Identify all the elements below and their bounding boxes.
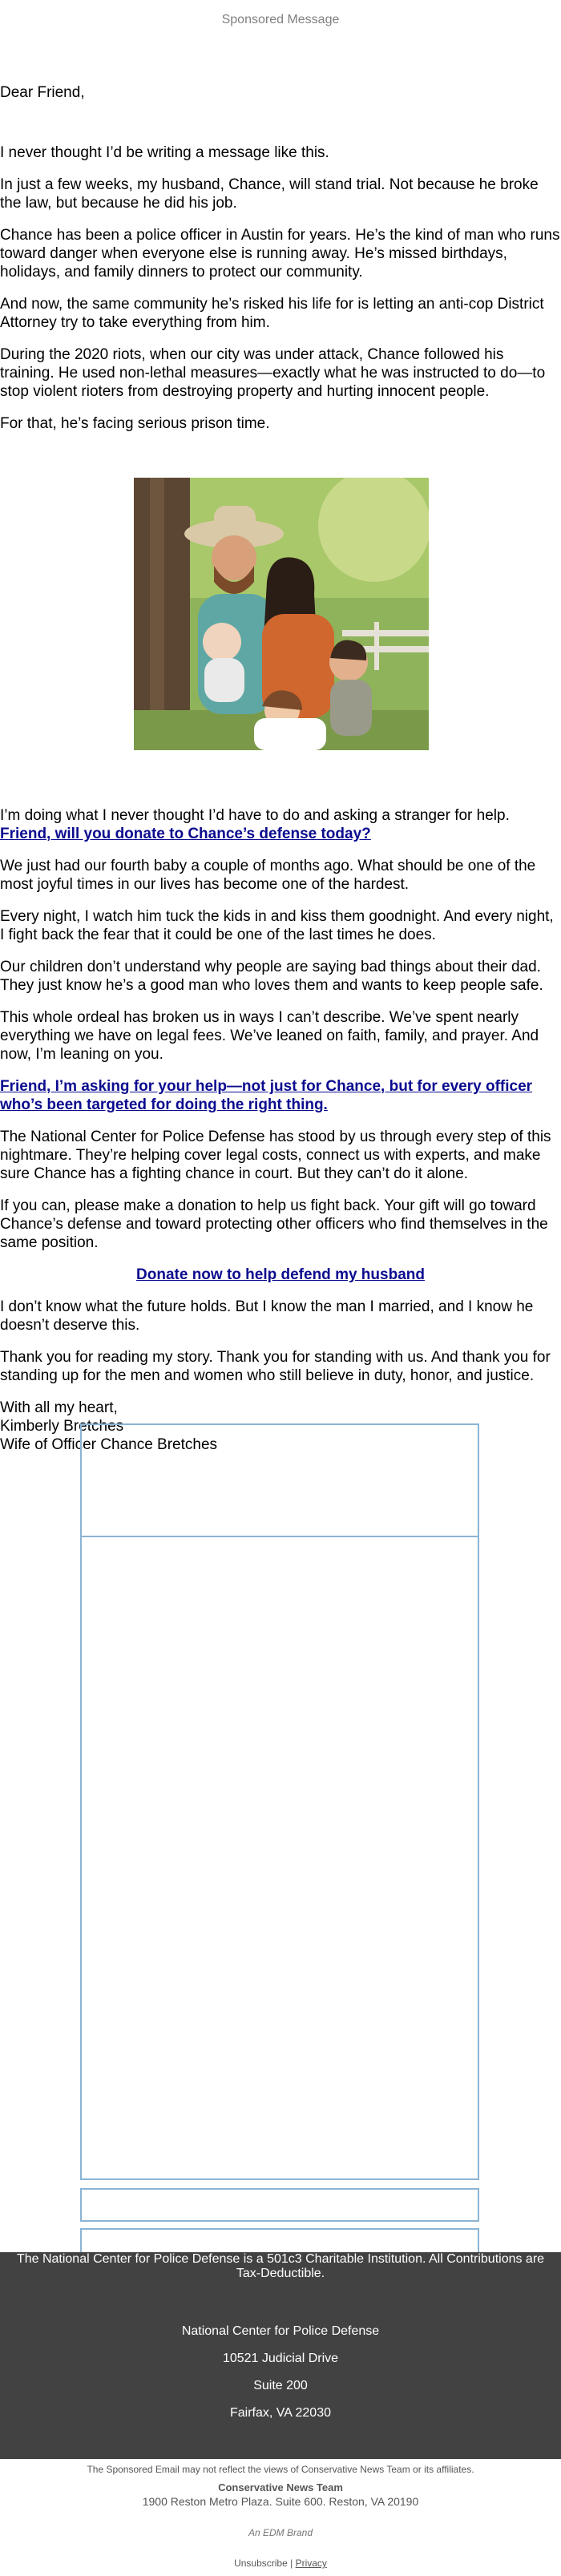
paragraph-text: I’m doing what I never thought I’d have to do and asking a stranger for help. — [0, 807, 510, 824]
paragraph: For that, he’s facing serious prison time. — [0, 415, 270, 432]
paragraph — [0, 1077, 561, 1114]
closing: With all my heart, — [0, 1399, 118, 1416]
paragraph: We just had our fourth baby a couple of months ago. What should be one of the most joyful times in our lives has become one of the hardest. — [0, 858, 536, 893]
family-photo — [134, 478, 429, 750]
org-name: National Center for Police Defense — [181, 2324, 380, 2338]
paragraph: Every night, I watch him tuck the kids in and kiss them goodnight. And every night, I fight back the fear that it could be one of the last times he does. — [0, 908, 554, 943]
embed-main-box[interactable] — [80, 1536, 479, 2180]
donate-link-inline[interactable]: Friend, will you donate to Chance’s defense today? — [0, 826, 371, 842]
paragraph: Chance has been a police officer in Austin for years. He’s the kind of man who runs toward danger when everyone else is running away. He’s missed birthdays, holidays, and family dinners to protect our community. — [0, 227, 560, 281]
paragraph: If you can, please make a donation to help us fight back. Your gift will go toward Chance’s defense and toward protecting other officers who find themselves in the same position. — [0, 1197, 548, 1251]
nonprofit-note: The National Center for Police Defense is a 501c3 Charitable Institution. All Contributions are Tax-Deductible. — [16, 2252, 545, 2280]
family-photo-image — [134, 478, 429, 750]
help-link[interactable]: Friend, I’m asking for your help—not just for Chance, but for every officer who’s been targeted for doing the right thing. — [0, 1078, 533, 1113]
paragraph: Thank you for reading my story. Thank you for standing with us. And thank you for standing up for the men and women who still believe in duty, honor, and justice. — [0, 1349, 551, 1384]
brand-note: An EDM Brand — [248, 2527, 313, 2538]
privacy-link[interactable]: Privacy — [295, 2558, 327, 2569]
team-name: Conservative News Team — [218, 2481, 343, 2493]
org-street: 10521 Judicial Drive — [222, 2352, 339, 2365]
disclaimer: The Sponsored Email may not reflect the views of Conservative News Team or its affiliates. — [87, 2464, 474, 2475]
paragraph: During the 2020 riots, when our city was under attack, Chance followed his training. He used non-lethal measures—exactly what he was instructed to do—to stop violent rioters from destroying property and hurting innocent people. — [0, 346, 546, 400]
paragraph: This whole ordeal has broken us in ways I can’t describe. We’ve spent nearly everything we have on legal fees. We’ve leaned on faith, family, and prayer. And now, I’m leaning on you. — [0, 1009, 539, 1063]
signer-name: Kimberly Bretches — [0, 1418, 124, 1435]
embed-small-box[interactable] — [80, 2188, 479, 2222]
paragraph — [0, 806, 561, 843]
footer-links — [0, 2558, 561, 2569]
footer-light — [0, 2464, 561, 2569]
unsubscribe-link[interactable]: Unsubscribe — [234, 2558, 288, 2569]
paragraph: In just a few weeks, my husband, Chance, will stand trial. Not because he broke the law, but because he did his job. — [0, 176, 539, 212]
footer-dark — [0, 2252, 561, 2459]
paragraph: Our children don’t understand why people are saying bad things about their dad. They just know he’s a good man who loves them and wants to keep people safe. — [0, 959, 543, 994]
paragraph: I don’t know what the future holds. But I know the man I married, and I know he doesn’t deserve this. — [0, 1298, 534, 1334]
embed-header-box[interactable] — [80, 1423, 479, 1537]
signer-title: Wife of Officer Chance Bretches — [0, 1436, 218, 1453]
donate-link-row — [0, 1266, 561, 1284]
paragraph: And now, the same community he’s risked his life for is letting an anti-cop District Attorney try to take everything from him. — [0, 296, 544, 331]
embed-bottom-box[interactable] — [80, 2228, 479, 2254]
org-suite: Suite 200 — [253, 2379, 308, 2392]
paragraph: I never thought I’d be writing a message like this. — [0, 144, 329, 161]
team-address: 1900 Reston Metro Plaza. Suite 600. Reston, VA 20190 — [142, 2495, 419, 2508]
link-separator: | — [290, 2558, 293, 2569]
paragraph: The National Center for Police Defense has stood by us through every step of this nightmare. They’re helping cover legal costs, connect us with experts, and make sure Chance has a fighting chance in court. But they can’t do it alone. — [0, 1129, 551, 1182]
greeting: Dear Friend, — [0, 84, 85, 101]
donate-now-link[interactable]: Donate now to help defend my husband — [136, 1266, 425, 1283]
letter-body — [0, 83, 561, 1454]
org-city: Fairfax, VA 22030 — [230, 2406, 331, 2420]
org-address — [0, 2318, 561, 2427]
sponsored-label: Sponsored Message — [221, 13, 340, 26]
